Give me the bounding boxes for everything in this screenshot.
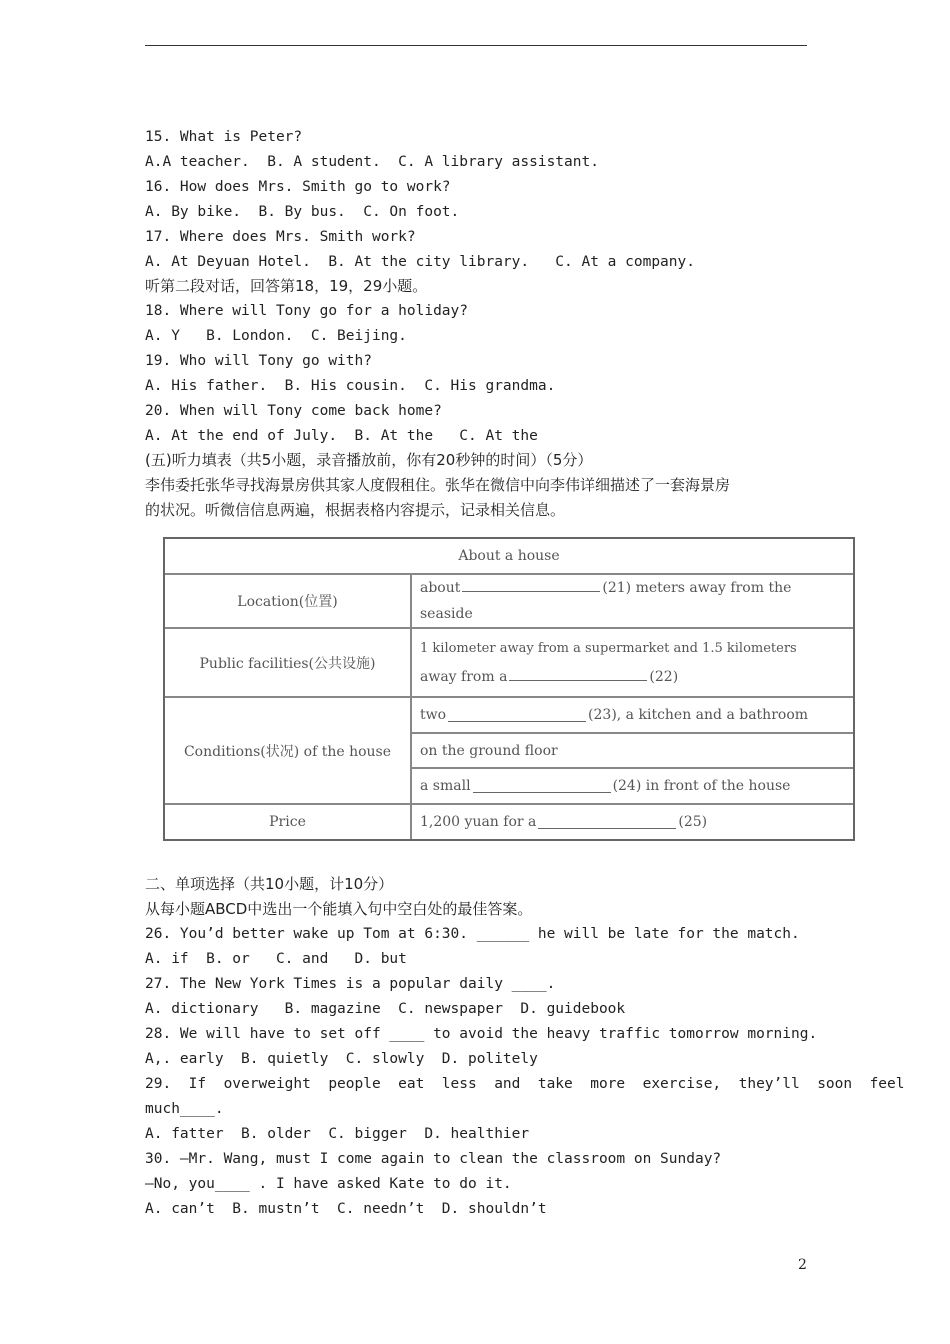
section5-instruction-2: 的状况。听微信信息两遍，根据表格内容提示，记录相关信息。	[145, 501, 566, 519]
conditions-label: Conditions(状况) of the house	[183, 743, 392, 760]
q19-options: A. His father. B. His cousin. C. His grandma.	[145, 378, 556, 394]
table-title: About a house	[458, 548, 560, 564]
dialogue2-instruction: 听第二段对话，回答第18，19，29小题。	[145, 277, 428, 295]
facilities-label: Public facilities(公共设施)	[199, 655, 376, 672]
conditions-row-1: two (23), a kitchen and a bathroom	[420, 707, 809, 723]
q29-text: 29. If overweight people eat less and take more exercise, they’ll soon feel	[145, 1076, 905, 1092]
q17-text: 17. Where does Mrs. Smith work?	[145, 229, 416, 245]
q16-options: A. By bike. B. By bus. C. On foot.	[145, 204, 460, 220]
blank-23[interactable]	[448, 709, 586, 722]
q26-text: 26. You’d better wake up Tom at 6:30. ______ he will be late for the match.	[145, 926, 800, 942]
q28-text: 28. We will have to set off ____ to avoid the heavy traffic tomorrow morning.	[145, 1026, 818, 1042]
location-label: Location(位置)	[237, 594, 338, 610]
price-value: 1,200 yuan for a (25)	[420, 814, 708, 830]
house-info-table	[163, 537, 855, 841]
q29-text-cont: much____.	[145, 1101, 224, 1117]
q30-text: 30. —Mr. Wang, must I come again to clean the classroom on Sunday?	[145, 1151, 722, 1167]
header-rule	[145, 45, 807, 46]
q29-options: A. fatter B. older C. bigger D. healthier	[145, 1126, 530, 1142]
section5-instruction-1: 李伟委托张华寻找海景房供其家人度假租住。张华在微信中向李伟详细描述了一套海景房	[145, 476, 731, 494]
q26-options: A. if B. or C. and D. but	[145, 951, 407, 967]
q18-options: A. Y B. London. C. Beijing.	[145, 328, 407, 344]
q27-options: A. dictionary B. magazine C. newspaper D. guidebook	[145, 1001, 626, 1017]
q20-text: 20. When will Tony come back home?	[145, 403, 442, 419]
blank-21[interactable]	[462, 579, 600, 592]
section5-heading: (五)听力填表（共5小题，录音播放前，你有20秒钟的时间）（5分）	[145, 451, 593, 469]
q30-reply: —No, you____ . I have asked Kate to do it.	[145, 1176, 512, 1192]
page-number: 2	[798, 1257, 807, 1273]
section2-heading: 二、单项选择（共10小题，计10分）	[145, 875, 394, 893]
section2-instruction: 从每小题ABCD中选出一个能填入句中空白处的最佳答案。	[145, 900, 533, 918]
q30-options: A. can’t B. mustn’t C. needn’t D. shouldn’t	[145, 1201, 547, 1217]
q15-text: 15. What is Peter?	[145, 129, 303, 145]
q17-options: A. At Deyuan Hotel. B. At the city library. C. At a company.	[145, 254, 695, 270]
q18-text: 18. Where will Tony go for a holiday?	[145, 303, 469, 319]
conditions-row-3: a small (24) in front of the house	[420, 778, 791, 794]
facilities-value: 1 kilometer away from a supermarket and 1.5 kilometers away from a (22)	[420, 640, 797, 685]
q20-options: A. At the end of July. B. At the C. At the	[145, 428, 538, 444]
blank-25[interactable]	[538, 816, 676, 829]
conditions-row-2: on the ground floor	[420, 742, 558, 759]
q27-text: 27. The New York Times is a popular daily ____.	[145, 976, 556, 992]
price-label: Price	[269, 814, 306, 830]
q16-text: 16. How does Mrs. Smith go to work?	[145, 179, 451, 195]
q28-options: A,. early B. quietly C. slowly D. politely	[145, 1051, 538, 1067]
q19-text: 19. Who will Tony go with?	[145, 353, 372, 369]
blank-22[interactable]	[509, 668, 647, 681]
q15-options: A.A teacher. B. A student. C. A library assistant.	[145, 154, 599, 170]
blank-24[interactable]	[473, 780, 611, 793]
location-value: about (21) meters away from the seaside	[420, 580, 792, 622]
